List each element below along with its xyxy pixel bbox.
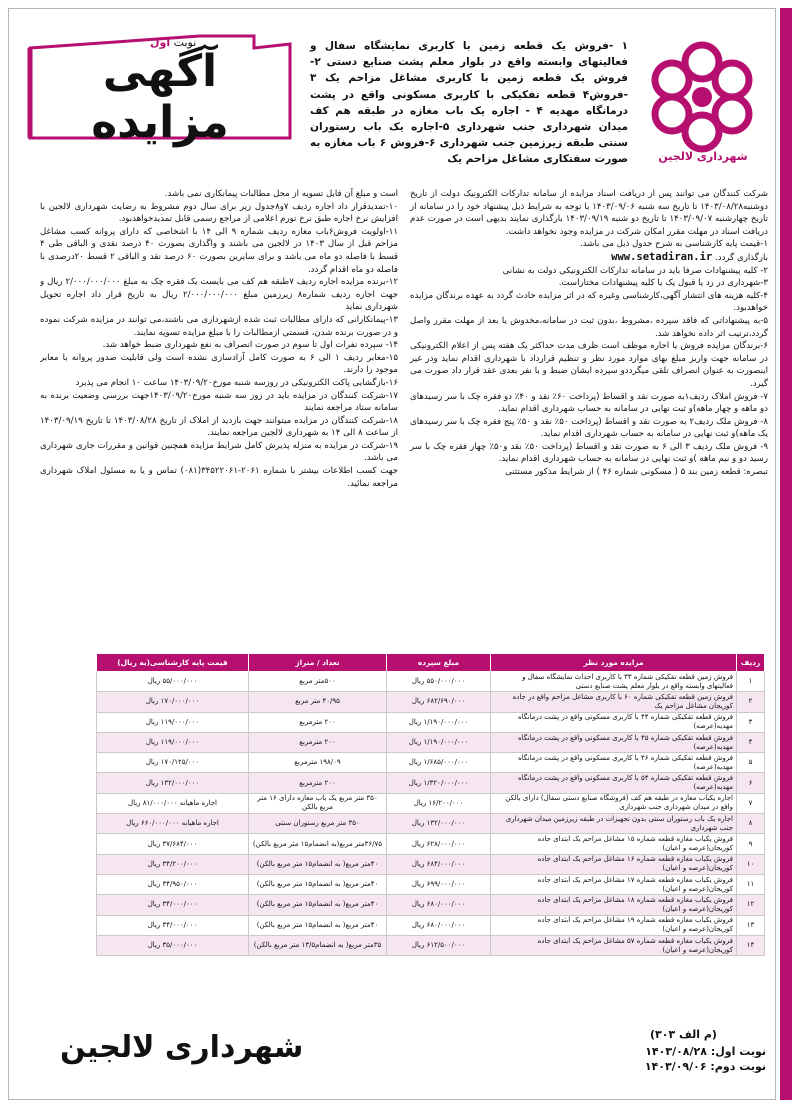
signature: شهرداری لالجین (60, 1030, 304, 1065)
table-cell: ۲ (737, 692, 765, 712)
column-header: تعداد / متراژ (249, 654, 387, 672)
website-link[interactable]: www.setadiran.ir (611, 250, 713, 263)
table-cell: ۱۷۰/۱۲۵/۰۰۰ ریال (97, 753, 249, 773)
table-cell: اجاره ماهیانه ۶۶۰/۰۰۰/۰۰۰ ریال (97, 814, 249, 834)
paragraph: ۱۲-برنده مزایده اجاره ردیف ۷طبقه هم کف می بایست یک فقره چک به مبلغ ۲/۰۰۰/۰۰۰/۰۰۰ ریال و جهت اجاره ردیف شماره۸ زیرزمین مبلغ ۲/۰۰۰/۰۰۰/۰۰۰ ریال به تاریخ قرار داد اجاره تحویل شهرداری نماید (40, 277, 398, 313)
paragraph: ۱۳-پیمانکارانی که دارای مطالبات ثبت شده ازشهرداری می باشند،می توانند در مزایده شرکت نموده و در صورت برنده شدن، قسمتی ازمطالبات را با مبلغ مزایده تسویه نمایند. (40, 314, 398, 338)
table-cell: ۲۰۰ مترمربع (249, 712, 387, 732)
column-header: مبلغ سپرده (387, 654, 491, 672)
table-cell: ۱۱۹/۰۰۰/۰۰۰ ریال (97, 712, 249, 732)
ad-title: آگهی مزایده (91, 46, 229, 148)
conditions-left-column (40, 188, 398, 644)
table-cell: ۳۵۰ متر مربع یک باب مغازه دارای ۱۶ متر مربع بالکن (249, 793, 387, 813)
table-cell: فروش یکباب مغازه قطعه شماره ۵۷ مشاغل مزاحم یک ابتدای جاده کوریجان(عرصه و اعیان) (491, 935, 737, 955)
table-cell: ۲۰۰ مترمربع (249, 773, 387, 793)
table-cell: ۱۰ (737, 854, 765, 874)
table-cell: ۱۱۹/۰۰۰/۰۰۰ ریال (97, 732, 249, 752)
nobat-label: نوبت اول (150, 36, 197, 49)
table-row (97, 773, 765, 793)
table-row (97, 834, 765, 854)
paragraph: ۹- فروش ملک ردیف ۳ الی ۶ به صورت نقد و اقساط (پرداخت ۵۰٪ نقد و۵۰٪ چهار فقره چک با سر رسید دو و نیم ماهه )و ثبت نهایی در سامانه به حساب شهرداری اقدام نماید. (410, 441, 768, 465)
conditions-right-column (410, 188, 768, 479)
accent-strip (780, 8, 792, 1100)
table-cell: اجاره یکباب مغازه در طبقه هم کف (فروشگاه صنایع دستی سفال) دارای بالکن واقع در میدان شهرداری جنب شهرداری (491, 793, 737, 813)
table-cell: فروش قطعه تفکیکی شماره ۴۴ با کاربری مسکونی واقع در پشت درمانگاه مهدیه(عرصه) (491, 712, 737, 732)
table-row (97, 915, 765, 935)
table-row (97, 814, 765, 834)
table-cell: ۱/۱۹۰/۰۰۰/۰۰۰ ریال (387, 712, 491, 732)
table-cell: ۳۵/۰۰۰/۰۰۰ ریال (97, 935, 249, 955)
table-row (97, 895, 765, 915)
table-cell: فروش زمین قطعه تفکیکی شماره ۳۳ با کاربری احداث نمایشگاه سفال و فعالیتهای وابسته واقع در بلوار معلم پشت صنایع دستی (491, 672, 737, 692)
paragraph: ۷- فروش املاک ردیف۱به صورت نقد و اقساط (پرداخت ۶۰٪ نقد و ۴۰٪ دو فقره چک با سر رسیدهای دو ماهه و چهار ماهه)و ثبت نهایی در سامانه به حساب شهرداری اقدام نماید. (410, 391, 768, 415)
table-cell: اجاره یک باب رستوران سنتی بدون تجهیزات در طبقه زیرزمین میدان شهرداری جنب شهرداری (491, 814, 737, 834)
table-cell: ۱۶/۲۰۰/۰۰۰ ریال (387, 793, 491, 813)
table-cell: ۷ (737, 793, 765, 813)
table-cell: ۵۵/۰۰۰/۰۰۰ ریال (97, 672, 249, 692)
table-cell: ۶۹۹/۰۰۰/۰۰۰ ریال (387, 874, 491, 894)
table-cell: فروش یکباب مغازه قطعه شماره ۱۸ مشاغل مزاحم یک ابتدای جاده کوریجان(عرصه و اعیان) (491, 895, 737, 915)
paragraph: است و مبلغ آن قابل تسویه از محل مطالبات پیمانکاری نمی باشد. (164, 189, 398, 199)
table-cell: ۱۲ (737, 895, 765, 915)
table-cell: ۳۵۰ متر مربع رستوران سنتی (249, 814, 387, 834)
table-cell: فروش قطعه تفکیکی شماره ۵۴ با کاربری مسکونی واقع در پشت درمانگاه مهدیه(عرصه) (491, 773, 737, 793)
table-cell: ۲۰۰ مترمربع (249, 732, 387, 752)
table-cell: ۴۰متر مربع( به انضمام۱۵ متر مربع بالکن) (249, 915, 387, 935)
table-cell: ۶۸۰/۰۰۰/۰۰۰ ریال (387, 895, 491, 915)
paragraph: ۱۱-اولویت فروش۶باب مغازه ردیف شماره ۹ الی ۱۴ با اشخاصی که دارای پروانه کسب مشاغل مزاحم قبل از سال ۱۴۰۳ در لالجین می باشند و واگذاری بصورت ۴۰ درصد نقدی و الباقی طی ۴ قسط با فاصله دو ماه می باشد و برای سایرین بصورت ۶۰ درصد نقد و الباقی ۲ قسط ۲۰درصدی با فاصله دو ماه اقدام گردد. (40, 226, 398, 275)
table-cell: ۳۴/۰۰۰/۰۰۰ ریال (97, 895, 249, 915)
table-cell: ۳۶/۷۵متر مربع(به انضمام۱۵ متر مربع بالکن) (249, 834, 387, 854)
table-row (97, 854, 765, 874)
first-publish-date: نوبت اول: ۱۴۰۳/۰۸/۲۸ (645, 1045, 766, 1058)
table-cell: ۱۳ (737, 915, 765, 935)
column-header: قیمت پایه کارشناسی(به ریال) (97, 654, 249, 672)
table-row (97, 672, 765, 692)
second-publish-date: نوبت دوم: ۱۴۰۳/۰۹/۰۶ (644, 1060, 766, 1073)
intro-text: ۱ -فروش یک قطعه زمین با کاربری نمایشگاه سفال و فعالیتهای وابسته واقع در بلوار معلم پشت صنایع دستی ۲- فروش یک قطعه زمین با کاربری مشاغل مزاحم یک ۳ -فروش۴ قطعه تفکیکی با کاربری مسکونی واقع در پشت درمانگاه مهدیه ۴ - اجاره یک باب مغازه در طبقه هم کف میدان شهرداری جنب شهرداری ۵-اجاره یک باب رستوران سنتی طبقه زیرزمین جنب شهرداری ۶-فروش ۶ باب مغازه به صورت سفتکاری مشاغل مزاحم یک (310, 40, 629, 166)
table-cell: فروش یکباب مغازه قطعه شماره ۱۷ مشاغل مزاحم یک ابتدای جاده کوریجان(عرصه و اعیان) (491, 874, 737, 894)
table-cell: ۹ (737, 834, 765, 854)
table-cell: فروش قطعه تفکیکی شماره ۴۶ با کاربری مسکونی واقع در پشت درمانگاه مهدیه(عرصه) (491, 753, 737, 773)
auction-table (96, 653, 765, 956)
table-cell: ۳۴/۲۰۰/۰۰۰ ریال (97, 854, 249, 874)
table-cell: ۴۰متر مربع( به انضمام۱۵ متر مربع بالکن) (249, 854, 387, 874)
table-cell: ۸ (737, 814, 765, 834)
paragraph: ۱۹-شرکت در مزایده به منزله پذیرش کامل شرایط مزایده همچنین قوانین و مقررات جاری شهرداری می باشد. (40, 440, 398, 464)
table-row (97, 732, 765, 752)
table-cell: ۴۰/۹۵ متر مربع (249, 692, 387, 712)
table-cell: ۱۱ (737, 874, 765, 894)
table-cell: ۶۸۴/۰۰۰/۰۰۰ ریال (387, 854, 491, 874)
table-cell: ۳۵متر مربع( به انضمام۱۳/۵ متر مربع بالکن) (249, 935, 387, 955)
paragraph: ۱۰-تمدیدقرار داد اجاره ردیف ۷و۸جدول زیر برای سال دوم مشروط به رضایت شهرداری لالجین با افزایش نرخ اجاره طبق نرخ تورم اعلامی از مراجع رسمی قابل تمدیدخواهدبود. (40, 201, 398, 225)
table-row (97, 793, 765, 813)
paragraph: ۱۸-شرکت کنندگان در مزایده میتوانند جهت بازدید از املاک از تاریخ ۱۴۰۳/۰۸/۲۸ تا تاریخ ۱۴۰۳/۰۹/۱۹ از ساعت ۸ الی ۱۴ به شهرداری لالجین مراجعه نمایند. (40, 415, 398, 439)
column-header: مزایده مورد نظر (491, 654, 737, 672)
table-cell: ۵ (737, 753, 765, 773)
logo-caption: شهرداری لالجین (658, 150, 748, 163)
paragraph: ۳-شهرداری در رد یا قبول یک یا کلیه پیشنهادات مختاراست. (558, 278, 768, 289)
table-cell: ۳۴/۰۰۰/۰۰۰ ریال (97, 915, 249, 935)
table-cell: ۵۰۰متر مربع (249, 672, 387, 692)
paragraph: جهت کسب اطلاعات بیشتر با شماره ۲۰۶۱-۳۴۵۲۲۰۶۱(۰۸۱) تماس و یا به مسئول املاک شهرداری مراجعه نمائید. (40, 466, 398, 489)
table-cell: ۱۳۲/۰۰۰/۰۰۰ ریال (97, 773, 249, 793)
table-cell: فروش یکباب مغازه قطعه شماره ۱۵ مشاغل مزاحم یک ابتدای جاده کوریجان(عرصه و اعیان) (491, 834, 737, 854)
paragraph: ۸- فروش ملک ردیف۲ به صورت نقد و اقساط (پرداخت ۵۰٪ نقد و ۵۰٪ پنج فقره چک با سر رسیدهای یک ماهه)و ثبت نهایی در سامانه به حساب شهرداری اقدام نماید. (410, 416, 768, 440)
table-cell: فروش یکباب مغازه قطعه شماره ۱۹ مشاغل مزاحم یک ابتدای جاده کوریجان(عرصه و اعیان) (491, 915, 737, 935)
paragraph: شرکت کنندگان می توانند پس از دریافت اسناد مزایده از سامانه تدارکات الکترونیک دولت از تاریخ دوشنبه۱۴۰۳/۰۸/۲۸ تا تاریخ سه شنبه ۱۴۰۳/۰۹/۰۶ با توجه به شرایط ذیل پیشنهاد خود را در سامانه از تاریخ چهارشنبه ۱۴۰۳/۰۹/۰۷ تا تاریخ دو شنبه ۱۴۰۳/۰۹/۱۹ بارگذاری نمایند بدیهی است در صورت عدم دریافت اسناد در مهلت مقرر امکان شرکت در مزایده وجود نخواهد داشت. (410, 189, 768, 237)
table-cell: ۴ (737, 732, 765, 752)
table-cell: ۶۸۰/۰۰۰/۰۰۰ ریال (387, 915, 491, 935)
table-cell: فروش زمین قطعه تفکیکی شماره ۶۰ با کاربری مشاغل مزاحم واقع در جاده کوریجان مشاغل مزاحم یک (491, 692, 737, 712)
paragraph: ۲- کلیه پیشنهادات صرفا باید در سامانه تدارکات الکترونیکی دولت به نشانی (502, 265, 768, 276)
table-cell: ۱/۶۸۵/۰۰۰/۰۰۰ ریال (387, 753, 491, 773)
table-cell: ۳ (737, 712, 765, 732)
paragraph: تبصره: قطعه زمین بند ۵ ( مسکونی شماره ۴۶ ) از شرایط مذکور مستثنی (505, 467, 768, 478)
paragraph: ۱-قیمت پایه کارشناسی به شرح جدول ذیل می باشد. (580, 239, 768, 250)
table-cell: ۱۴ (737, 935, 765, 955)
table-cell: ۱ (737, 672, 765, 692)
table-cell: ۴۰متر مربع( به انضمام۱۵ متر مربع بالکن) (249, 874, 387, 894)
paragraph: ۱۶-بازگشایی پاکت الکترونیکی در روزسه شنبه مورخ۱۴۰۳/۰۹/۲۰ ساعت ۱۰ انجام می پذیرد (75, 377, 398, 388)
table-row (97, 935, 765, 955)
table-row (97, 712, 765, 732)
table-cell: ۳۷/۶۸۴/۰۰۰ ریال (97, 834, 249, 854)
table-cell: ۶۲۸/۰۰۰/۰۰۰ ریال (387, 834, 491, 854)
paragraph: ۱۵-معابر ردیف ۱ الی ۶ به صورت کامل آزادسازی نشده است ولی قابلیت صدور پروانه با معابر موجود را دارند. (40, 352, 398, 376)
ad-code: (م الف ۳۰۳) (650, 1028, 717, 1041)
paragraph: ۱۷-شرکت کنندگان در مزایده باید در روز سه شنبه مورخ۱۴۰۳/۰۹/۲۰جهت بررسی وضعیت برنده به سامانه ستاد مراجعه نمایند (40, 390, 398, 414)
paragraph: ۶-برندگان مزایده فروش یا اجاره موظف است ظرف مدت حداکثر یک هفته پس از اعلام الکترونیکی در سامانه جهت واریز مبلغ بهای موارد مورد نظر و تنظیم قرارداد با شهرداری اقدام نماید ودر غیر اینصورت به عنوان انصراف تلقی میگرددو سپرده ایشان ضبط و با نفر بعدی عقد قرار داد صورت می گیرد. (410, 341, 768, 389)
paragraph: ۴-کلیه هزینه های انتشار آگهی،کارشناسی وغیره که در اثر مزایده حادث گردد به عهده برندگان مزایده خواهدبود. (410, 290, 768, 314)
paragraph: ۵-به پیشنهاداتی که فاقد سپرده ،مشروط ،بدون ثبت در سامانه،مخدوش یا بعد از مهلت مقرر واصل گردد،ترتیب اثر داده نخواهد شد. (410, 315, 768, 339)
table-cell: اجاره ماهیانه ۸۱/۰۰۰/۰۰۰ ریال (97, 793, 249, 813)
table-cell: ۱/۱۹۰/۰۰۰/۰۰۰ ریال (387, 732, 491, 752)
table-cell: ۱/۳۲۰/۰۰۰/۰۰۰ ریال (387, 773, 491, 793)
table-row (97, 692, 765, 712)
table-cell: فروش یکباب مغازه قطعه شماره ۱۶ مشاغل مزاحم یک ابتدای جاده کوریجان(عرصه و اعیان) (491, 854, 737, 874)
table-cell: ۳۴/۹۵۰/۰۰۰ ریال (97, 874, 249, 894)
table-cell: فروش قطعه تفکیکی شماره ۴۵ با کاربری مسکونی واقع در پشت درمانگاه مهدیه(عرصه) (491, 732, 737, 752)
nobat-value: اول (150, 36, 171, 49)
table-cell: ۵۵۰/۰۰۰/۰۰۰ ریال (387, 672, 491, 692)
table-cell: ۴۰متر مربع( به انضمام۱۵ متر مربع بالکن) (249, 895, 387, 915)
paragraph: ۱۴- سپرده نفرات اول تا سوم در صورت انصراف به نفع شهرداری ضبط خواهد شد. (102, 340, 398, 351)
table-cell: ۱۹۸/۰۹ مترمربع (249, 753, 387, 773)
table-row (97, 753, 765, 773)
table-cell: ۶۱۲/۵۰۰/۰۰۰ ریال (387, 935, 491, 955)
table-cell: ۱۷۰/۰۰۰/۰۰۰ ریال (97, 692, 249, 712)
table-cell: ۱۳۲/۰۰۰/۰۰۰ ریال (387, 814, 491, 834)
table-cell: ۶۸۲/۶۹۰/۰۰۰ ریال (387, 692, 491, 712)
column-header: ردیف (737, 654, 765, 672)
table-row (97, 874, 765, 894)
publish-dates (636, 1044, 766, 1074)
paragraph: بارگذاری گردد. www.setadiran.ir (611, 250, 768, 263)
table-cell: ۶ (737, 773, 765, 793)
table-header-row (97, 654, 765, 672)
